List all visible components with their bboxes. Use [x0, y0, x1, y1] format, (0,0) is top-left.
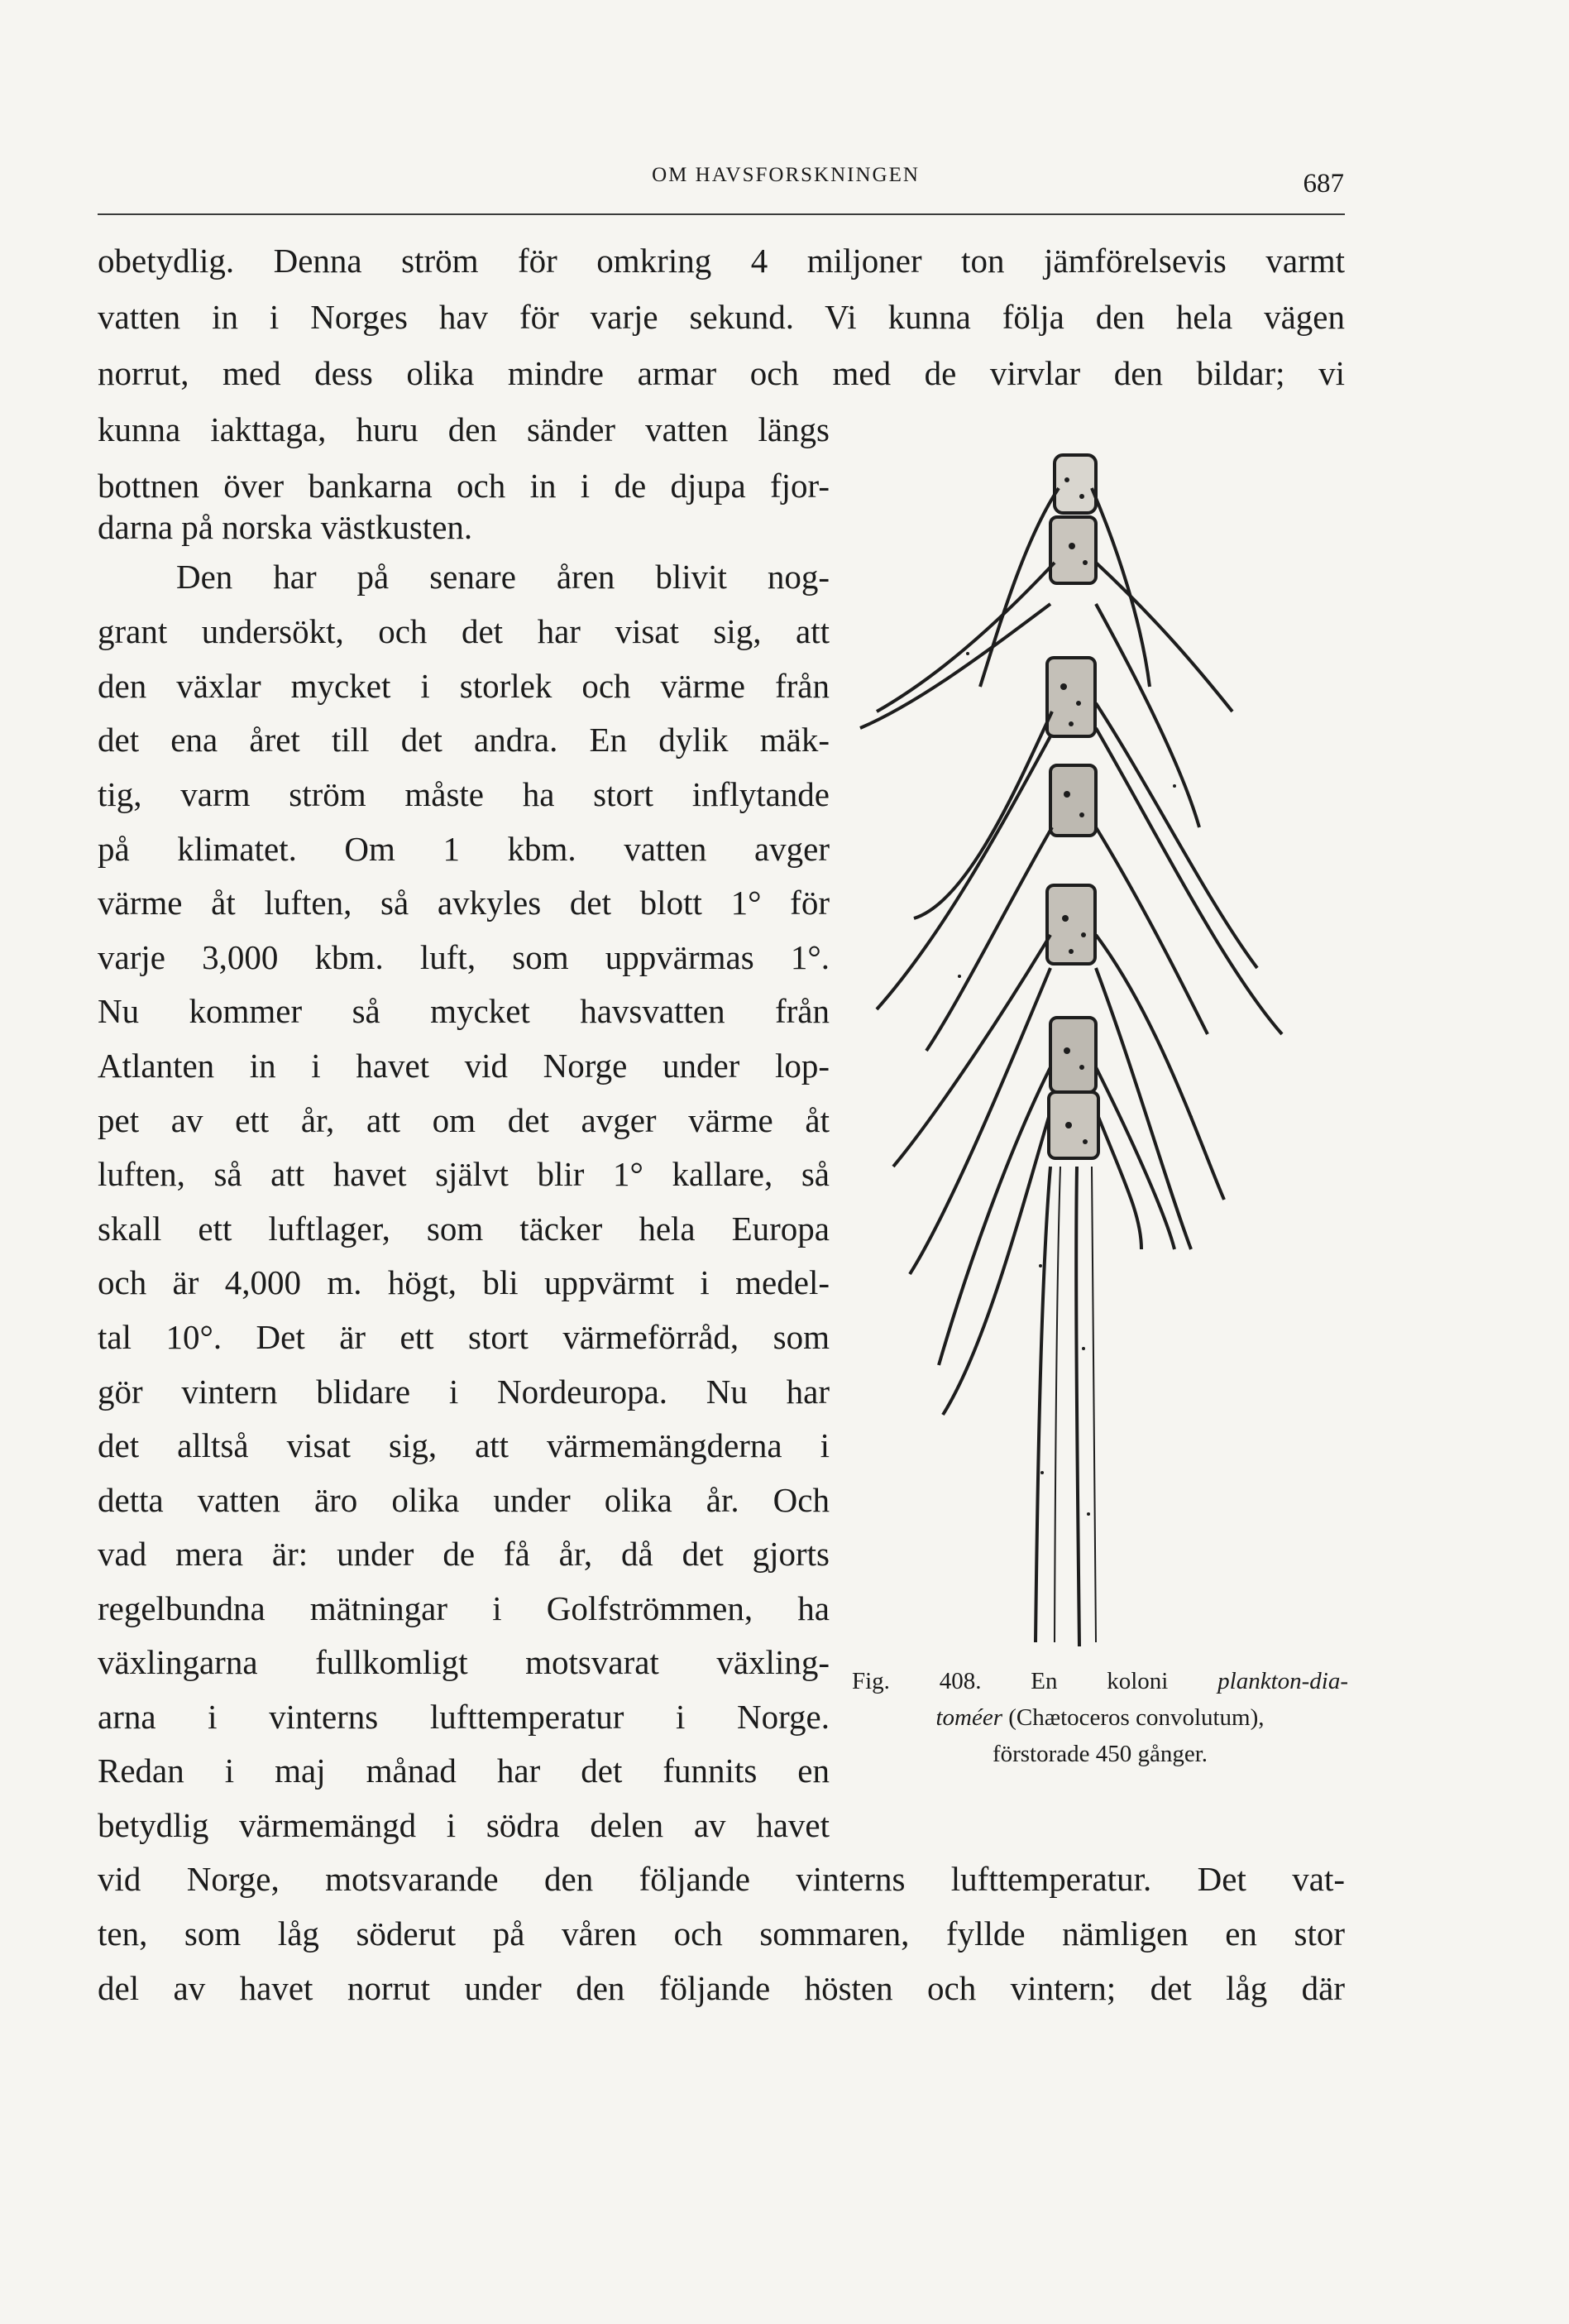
caption-line: [852, 1701, 1348, 1734]
caption-italic: plankton-dia-: [1217, 1668, 1348, 1694]
text-line: luften, så att havet självt blir 1° kallare, så: [98, 1155, 830, 1193]
text-line: ten, som låg söderut på våren och sommaren, fyllde nämligen en stor: [98, 1914, 1345, 1953]
text-line: bottnen över bankarna och in i de djupa fjor-: [98, 467, 830, 505]
text-line: den växlar mycket i storlek och värme från: [98, 667, 830, 705]
text-line: tal 10°. Det är ett stort värmeförråd, som: [98, 1318, 830, 1356]
text-line: regelbundna mätningar i Golfströmmen, ha: [98, 1589, 830, 1627]
text-line: kunna iakttaga, huru den sänder vatten längs: [98, 410, 830, 448]
text-line: norrut, med dess olika mindre armar och med de virvlar den bildar; vi: [98, 354, 1345, 392]
diatom-illustration: [844, 438, 1307, 1655]
header-title: OM HAVSFORSKNINGEN: [652, 164, 920, 186]
page-number: 687: [1303, 169, 1344, 199]
text-line: obetydlig. Denna ström för omkring 4 miljoner ton jämförelsevis varmt: [98, 242, 1345, 280]
text-line: del av havet norrut under den följande hösten och vintern; det låg där: [98, 1969, 1345, 2007]
text-line: gör vintern blidare i Nordeuropa. Nu har: [98, 1373, 830, 1411]
text-line: skall ett luftlager, som täcker hela Europa: [98, 1210, 830, 1248]
text-line: vatten in i Norges hav för varje sekund. Vi kunna följa den hela vägen: [98, 298, 1345, 336]
text-line: växlingarna fullkomligt motsvarat växling-: [98, 1643, 830, 1681]
text-line: på klimatet. Om 1 kbm. vatten avger: [98, 830, 830, 868]
text-line: Den har på senare åren blivit nog-: [176, 558, 830, 596]
caption-line: förstorade 450 gånger.: [992, 1741, 1208, 1767]
caption-text: En koloni: [1031, 1668, 1169, 1694]
caption-label: Fig. 408.: [852, 1668, 982, 1694]
text-line: betydlig värmemängd i södra delen av havet: [98, 1806, 830, 1844]
text-line: Atlanten in i havet vid Norge under lop-: [98, 1047, 830, 1085]
text-line: det alltså visat sig, att värmemängderna i: [98, 1426, 830, 1464]
text-line: tig, varm ström måste ha stort inflytande: [98, 775, 830, 813]
figure-diatom-colony: [844, 438, 1307, 1655]
text-line: det ena året till det andra. En dylik mäk-: [98, 721, 830, 759]
text-line: grant undersökt, och det har visat sig, att: [98, 612, 830, 650]
text-line: Redan i maj månad har det funnits en: [98, 1751, 830, 1790]
text-line: varje 3,000 kbm. luft, som uppvärmas 1°.: [98, 938, 830, 976]
text-line: darna på norska västkusten.: [98, 508, 473, 546]
text-line: vid Norge, motsvarande den följande vinterns lufttemperatur. Det vat-: [98, 1860, 1345, 1898]
text-line: och är 4,000 m. högt, bli uppvärmt i medel-: [98, 1263, 830, 1301]
text-line: Nu kommer så mycket havsvatten från: [98, 992, 830, 1030]
header-rule: [98, 213, 1345, 215]
text-line: pet av ett år, att om det avger värme åt: [98, 1101, 830, 1139]
text-line: värme åt luften, så avkyles det blott 1° för: [98, 884, 830, 922]
text-line: arna i vinterns lufttemperatur i Norge.: [98, 1698, 830, 1736]
text-line: detta vatten äro olika under olika år. Och: [98, 1481, 830, 1519]
text-line: vad mera är: under de få år, då det gjorts: [98, 1535, 830, 1573]
caption-italic: toméer: [935, 1704, 1002, 1731]
caption-line: [852, 1665, 1348, 1698]
caption-text: (Chætoceros convolutum),: [1008, 1704, 1265, 1731]
